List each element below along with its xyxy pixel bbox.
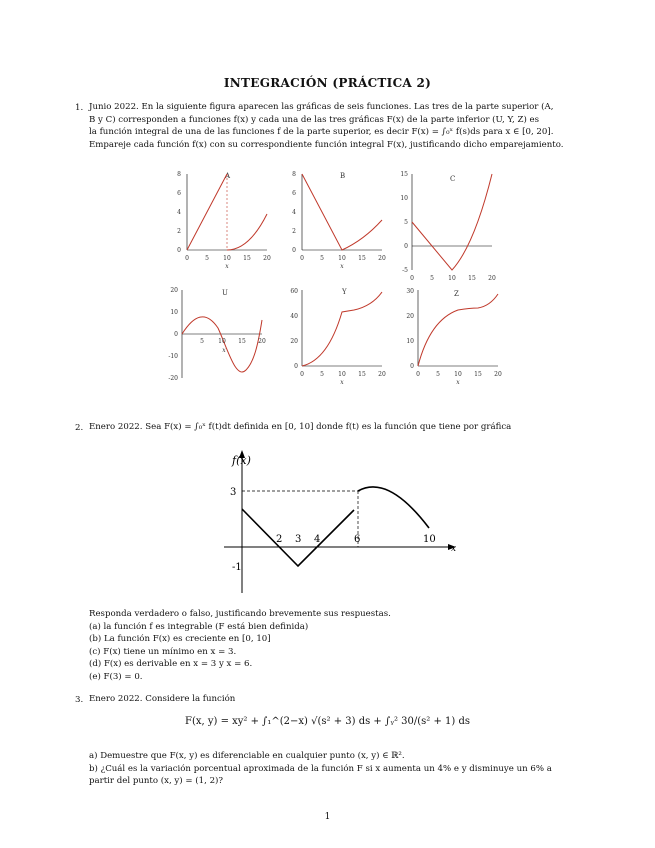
panel-u-xtick: 20	[258, 338, 266, 345]
panel-u-xlabel: x	[222, 347, 226, 354]
q2-ytick-3: 3	[230, 487, 237, 498]
panel-a-ytick: 4	[177, 209, 181, 216]
panel-z-ytick: 30	[406, 288, 414, 295]
panel-z-label: Z	[454, 290, 459, 298]
panel-a-xlabel: x	[225, 263, 229, 270]
panel-a-xtick: 5	[205, 255, 209, 262]
panel-z-ytick: 0	[410, 363, 414, 370]
q2-item: (c) F(x) tiene un mínimo en x = 3.	[89, 646, 237, 657]
panel-b-xlabel: x	[340, 263, 344, 270]
q3-part-b-cont: partir del punto (x, y) = (1, 2)?	[89, 776, 224, 787]
panel-c-ytick: 5	[404, 219, 408, 226]
q2-ylabel: f(x)	[232, 454, 251, 467]
q1-statement	[89, 101, 609, 151]
panel-u-ytick: 0	[174, 331, 178, 338]
panel-c-xtick: 5	[430, 275, 434, 282]
panel-y-xlabel: x	[340, 379, 344, 386]
panel-a	[177, 171, 271, 270]
panel-z-xtick: 20	[494, 371, 502, 378]
q2-xlabel: x	[451, 544, 457, 554]
page-number: 1	[324, 812, 331, 822]
panel-z-xlabel: x	[456, 379, 460, 386]
panel-z-xtick: 10	[454, 371, 462, 378]
panel-b-xtick: 5	[320, 255, 324, 262]
panel-a-ytick: 0	[177, 247, 181, 254]
panel-u-ytick: 10	[170, 309, 178, 316]
panel-y-xtick: 10	[338, 371, 346, 378]
q1-line: Junio 2022. En la siguiente figura aparecen las gráficas de seis funciones. Las tres de la parte superior (A,	[89, 102, 554, 112]
panel-u-ytick: 20	[170, 287, 178, 294]
page-title: INTEGRACIÓN (PRÁCTICA 2)	[223, 76, 432, 90]
q2-xtick: 4	[314, 534, 321, 545]
panel-c-curve	[412, 174, 492, 270]
panel-a-xtick: 10	[223, 255, 231, 262]
panel-y-xtick: 0	[300, 371, 304, 378]
q2-xtick: 3	[295, 534, 302, 545]
panel-u-label: U	[222, 289, 228, 297]
panel-c-xtick: 10	[448, 275, 456, 282]
q2-graph	[220, 448, 465, 596]
q3-formula: F(x, y) = xy² + ∫₁^(2−x) √(s² + 3) ds + ∫ᵧ² 30/(s² + 1) ds	[185, 716, 470, 727]
q1-line: Empareje cada función f(x) con su correspondiente función integral F(x), justificando dicho emparejamiento.	[89, 139, 564, 150]
panel-b-ytick: 2	[292, 228, 296, 235]
q2-item: (a) la función f es integrable (F está bien definida)	[89, 621, 309, 632]
panel-z-ytick: 20	[406, 313, 414, 320]
q1-line: B y C) corresponden a funciones f(x) y cada una de las tres gráficas F(x) de la parte inferior (U, Y, Z) es	[89, 114, 540, 125]
panel-y-ytick: 60	[290, 288, 298, 295]
q3-part-a: a) Demuestre que F(x, y) es diferenciable en cualquier punto (x, y) ∈ ℝ².	[89, 751, 405, 761]
panel-y-ytick: 0	[294, 363, 298, 370]
panel-u-xtick: 15	[238, 338, 246, 345]
panel-z-xtick: 0	[416, 371, 420, 378]
panel-u-ytick: -10	[168, 353, 178, 360]
q2-questions	[89, 608, 609, 684]
panel-a-xtick: 20	[263, 255, 271, 262]
panel-c-ytick: 10	[400, 195, 408, 202]
panel-a-ytick: 6	[177, 190, 181, 197]
panel-b-xtick: 15	[358, 255, 366, 262]
panel-y-xtick: 5	[320, 371, 324, 378]
q2-ytick-neg1: -1	[232, 562, 242, 573]
q2-item: (d) F(x) es derivable en x = 3 y x = 6.	[89, 659, 253, 670]
panel-c-xtick: 15	[468, 275, 476, 282]
panel-y-xtick: 20	[378, 371, 386, 378]
q2-xtick: 10	[423, 534, 436, 545]
panel-b-xtick: 0	[300, 255, 304, 262]
q1-figure	[160, 168, 510, 390]
q2-item: (e) F(3) = 0.	[89, 671, 143, 682]
q1-line: la función integral de una de las funciones f de la parte superior, es decir F(x) = ∫₀ˣ f(s)ds para x ∈ [0, 20].	[89, 127, 554, 138]
panel-a-xtick: 0	[185, 255, 189, 262]
panel-c	[400, 171, 496, 282]
panel-b-ytick: 4	[292, 209, 296, 216]
panel-b-ytick: 8	[292, 171, 296, 178]
panel-y-label: Y	[342, 288, 347, 296]
panel-y-xtick: 15	[358, 371, 366, 378]
panel-c-label: C	[450, 175, 456, 183]
panel-z-xtick: 5	[436, 371, 440, 378]
q3-parts	[89, 750, 619, 788]
panel-b-curve	[302, 174, 382, 250]
panel-y-curve	[302, 292, 382, 366]
panel-y-ytick: 40	[290, 313, 298, 320]
panel-u	[168, 287, 266, 382]
q2-item: (b) La función F(x) es creciente en [0, 10]	[89, 634, 271, 645]
panel-a-xtick: 15	[243, 255, 251, 262]
q2-intro: Responda verdadero o falso, justificando brevemente sus respuestas.	[89, 609, 391, 619]
panel-c-xtick: 0	[410, 275, 414, 282]
q2-statement: Enero 2022. Sea F(x) = ∫₀ˣ f(t)dt definida en [0, 10] donde f(t) es la función que tiene por gráfica	[89, 422, 512, 432]
q1-number: 1.	[75, 103, 84, 113]
panel-z-ytick: 10	[406, 338, 414, 345]
panel-a-label: A	[225, 172, 231, 180]
panel-z-xtick: 15	[474, 371, 482, 378]
panel-a-ytick: 2	[177, 228, 181, 235]
q3-part-b: b) ¿Cuál es la variación porcentual aproximada de la función F si x aumenta un 4% e y disminuye un 6% a	[89, 763, 552, 774]
panel-c-ytick: 15	[400, 171, 408, 178]
q2-function-arc	[358, 487, 429, 528]
panel-y	[290, 288, 386, 386]
panel-z	[406, 288, 502, 386]
panel-c-ytick: 0	[404, 243, 408, 250]
panel-u-xtick: 10	[218, 338, 226, 345]
panel-z-curve	[418, 294, 498, 366]
panel-b-xtick: 10	[338, 255, 346, 262]
panel-c-ytick: -5	[402, 267, 408, 274]
panel-u-ytick: -20	[168, 375, 178, 382]
q2-number: 2.	[75, 423, 84, 433]
q2-xtick: 6	[354, 534, 361, 545]
panel-b-xtick: 20	[378, 255, 386, 262]
panel-b-ytick: 0	[292, 247, 296, 254]
q3-number: 3.	[75, 695, 84, 705]
panel-b-label: B	[340, 172, 346, 180]
panel-a-ytick: 8	[177, 171, 181, 178]
panel-b	[292, 171, 386, 270]
q3-statement: Enero 2022. Considere la función	[89, 694, 236, 704]
panel-u-xtick: 5	[200, 338, 204, 345]
panel-b-ytick: 6	[292, 190, 296, 197]
q2-xtick: 2	[276, 534, 283, 545]
panel-c-xtick: 20	[488, 275, 496, 282]
panel-y-ytick: 20	[290, 338, 298, 345]
